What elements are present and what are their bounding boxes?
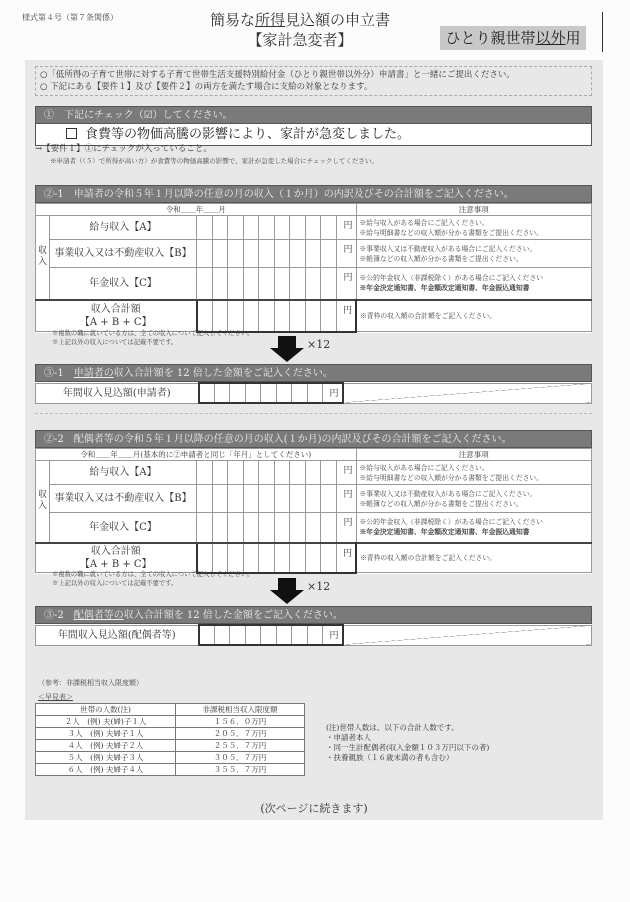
note-line: ※事業収入又は不動産収入がある場合にご記入ください。 — [359, 489, 537, 498]
annual-digit-cell[interactable] — [245, 383, 261, 403]
title-pre: 簡易な — [209, 11, 255, 29]
footnote: ※複数の職に就いている方は、全ての収入について記入してください。 — [52, 571, 254, 578]
notice-line-2: ○ 下記にある【要件１】及び【要件２】の両方を満たす場合に支給の対象となります。 — [40, 82, 373, 92]
reference-subtitle: ＜早見表＞ — [38, 693, 73, 701]
digit-cell[interactable] — [212, 461, 228, 485]
digit-cell[interactable] — [321, 461, 337, 485]
digit-cell[interactable] — [259, 461, 275, 485]
title-post: 見込額の申立書 — [285, 11, 391, 29]
digit-cell[interactable] — [212, 240, 228, 268]
date-label: 令和＿＿年＿＿月 — [36, 204, 357, 216]
header-underline: 配偶者等の — [73, 610, 124, 621]
income-side-label: 収入 — [36, 461, 50, 543]
header-pre: ③-2 — [44, 610, 74, 621]
footnote: ※上記以外の収入については記載不要です。 — [52, 339, 178, 346]
total-digit-cell[interactable] — [321, 543, 337, 573]
table-row — [36, 716, 305, 728]
reference-table — [35, 703, 305, 776]
reference-title: （参考：非課税相当収入限度額） — [38, 679, 143, 687]
total-digit-cell[interactable] — [274, 300, 290, 332]
annual-income-label: 年間収入見込額(配偶者等) — [36, 625, 199, 645]
household-size: ４人 (例) 夫婦子２人 — [36, 740, 176, 752]
pension-note — [356, 513, 592, 543]
section-2-1-footnotes — [52, 329, 253, 347]
header-post: 収入合計額を 12 倍した金額をご記入ください。 — [123, 610, 343, 621]
multiplier-label: ×12 — [307, 580, 331, 593]
digit-cell[interactable] — [321, 513, 337, 543]
total-digit-cell[interactable] — [212, 543, 228, 573]
col-income-limit: 非課税相当収入限度額 — [176, 704, 305, 716]
note-line: ※公的年金収入（非課税除く）がある場合にご記入ください — [359, 518, 544, 527]
header-underline: 申請者の — [73, 368, 114, 379]
applicant-income-table — [35, 203, 592, 333]
income-limit: ２５５．７万円 — [176, 740, 305, 752]
business-income-label: 事業収入又は不動産収入【B】 — [50, 485, 197, 513]
annual-digit-cell[interactable] — [199, 625, 215, 645]
section-2-2 — [35, 430, 592, 574]
total-digit-cell[interactable] — [197, 543, 213, 573]
household-size: ２人 (例) 夫(婦)子１人 — [36, 716, 176, 728]
total-digit-cell[interactable] — [259, 300, 275, 332]
note-line: ※年金決定通知書、年金額改定通知書、年金振込通知書 — [359, 284, 530, 293]
yen-unit: 円 — [336, 216, 356, 240]
digit-cell[interactable] — [197, 513, 213, 543]
total-income-label — [36, 543, 197, 573]
digit-cell[interactable] — [212, 216, 228, 240]
spouse-income-table — [35, 448, 592, 574]
annual-digit-cell[interactable] — [307, 625, 323, 645]
table-row — [36, 740, 305, 752]
digit-cell[interactable] — [197, 216, 213, 240]
title-line1 — [180, 10, 420, 30]
digit-cell[interactable] — [290, 485, 306, 513]
annual-digit-cell[interactable] — [245, 625, 261, 645]
section-3-2 — [35, 606, 592, 646]
digit-cell[interactable] — [274, 216, 290, 240]
business-note — [356, 240, 592, 268]
yen-unit: 円 — [336, 543, 356, 573]
digit-cell[interactable] — [212, 485, 228, 513]
digit-cell[interactable] — [274, 240, 290, 268]
badge-pre: ひとり親世帯 — [445, 29, 536, 47]
note-line: ※帳簿などの収入額が分かる書類をご提出ください。 — [359, 499, 523, 508]
household-size: ３人 (例) 夫婦子１人 — [36, 728, 176, 740]
digit-cell[interactable] — [321, 268, 337, 300]
digit-cell[interactable] — [259, 240, 275, 268]
section-3-1-header — [35, 364, 592, 382]
note-line: ※給与明細書などの収入額が分かる書類をご提出ください。 — [359, 473, 544, 482]
total-digit-cell[interactable] — [228, 300, 244, 332]
note-item: ・扶養親族（１６歳未満の者も含む） — [326, 753, 454, 762]
annual-digit-cell[interactable] — [230, 383, 246, 403]
note-item: ・申請者本人 — [326, 733, 371, 742]
footnote: ※複数の職に就いている方は、全ての収入について記入してください。 — [52, 330, 254, 337]
income-limit: １５６．０万円 — [176, 716, 305, 728]
annual-digit-cell[interactable] — [261, 625, 277, 645]
continued-label: (次ページに続きます) — [260, 802, 368, 815]
annual-digit-cell[interactable] — [276, 383, 292, 403]
header-pre: ③-1 — [44, 368, 74, 379]
salary-income-label: 給与収入【A】 — [50, 216, 197, 240]
digit-cell[interactable] — [212, 513, 228, 543]
household-note — [326, 723, 489, 763]
note-line: ※帳簿などの収入額が分かる書類をご提出ください。 — [359, 254, 523, 263]
total-digit-cell[interactable] — [243, 543, 259, 573]
form-number: 様式第４号（第７条関係） — [22, 13, 118, 22]
digit-cell[interactable] — [259, 268, 275, 300]
digit-cell[interactable] — [274, 268, 290, 300]
income-limit: ３０５．７万円 — [176, 752, 305, 764]
badge-underline: 以外 — [535, 29, 566, 47]
title-line2: 【家計急変者】 — [247, 31, 353, 49]
total-note: ※青枠の収入額の合計額をご記入ください。 — [356, 543, 592, 573]
annual-digit-cell[interactable] — [230, 625, 246, 645]
yen-unit: 円 — [323, 383, 343, 403]
total-digit-cell[interactable] — [321, 300, 337, 332]
page-title — [180, 10, 420, 50]
digit-cell[interactable] — [274, 513, 290, 543]
digit-cell[interactable] — [274, 461, 290, 485]
notice-box — [35, 66, 592, 96]
checkbox-label: 食費等の物価高騰の影響により、家計が急変しました。 — [85, 127, 411, 142]
col-household-size: 世帯の人数(注) — [36, 704, 176, 716]
digit-cell[interactable] — [305, 485, 321, 513]
title-underline: 所得 — [254, 11, 285, 29]
digit-cell[interactable] — [228, 216, 244, 240]
annual-digit-cell[interactable] — [214, 383, 230, 403]
note-line: ※年金決定通知書、年金額改定通知書、年金振込通知書 — [359, 528, 530, 537]
digit-cell[interactable] — [243, 240, 259, 268]
total-digit-cell[interactable] — [290, 300, 306, 332]
total-digit-cell[interactable] — [274, 543, 290, 573]
form-type-badge — [440, 26, 586, 50]
requirement-1-note: ※申請者（（５）で所得が高い方）が食費等の物価高騰の影響で、家計が急変した場合にチェックしてください。 — [50, 157, 378, 165]
digit-cell[interactable] — [228, 485, 244, 513]
spouse-annual-table — [35, 624, 592, 646]
section-1 — [35, 106, 592, 146]
annual-digit-cell[interactable] — [292, 625, 308, 645]
yen-unit: 円 — [336, 240, 356, 268]
date-label: 令和＿＿年＿＿月(基本的に②申請者と同じ「年月」としてください) — [36, 449, 357, 461]
blank-diagonal-cell — [343, 625, 592, 645]
total-digit-cell[interactable] — [259, 543, 275, 573]
income-limit: ３５５．７万円 — [176, 764, 305, 776]
multiplier-label: ×12 — [307, 338, 331, 351]
income-side-label: 収入 — [36, 216, 50, 300]
notes-header: 注意事項 — [356, 449, 592, 461]
total-digit-cell[interactable] — [228, 543, 244, 573]
badge-post: 用 — [565, 29, 581, 47]
notes-header: 注意事項 — [356, 204, 592, 216]
total-label-2: 【A + B + C】 — [79, 316, 152, 328]
digit-cell[interactable] — [212, 268, 228, 300]
salary-income-label: 給与収入【A】 — [50, 461, 197, 485]
pension-note — [356, 268, 592, 300]
section-1-header: ① 下記にチェック（☑）してください。 — [35, 106, 592, 124]
digit-cell[interactable] — [259, 485, 275, 513]
digit-cell[interactable] — [243, 216, 259, 240]
digit-cell[interactable] — [290, 216, 306, 240]
section-2-1-header: ②-1 申請者の令和５年１月以降の任意の月の収入（１か月）の内訳及びその合計額をご記入ください。 — [35, 185, 592, 203]
note-line: ※給与収入がある場合にご記入ください。 — [359, 218, 489, 227]
total-digit-cell[interactable] — [305, 300, 321, 332]
digit-cell[interactable] — [228, 513, 244, 543]
note-item: ・同一生計配偶者(収入金額１０３万円以下の者) — [326, 743, 490, 752]
section-3-2-header — [35, 606, 592, 624]
annual-digit-cell[interactable] — [261, 383, 277, 403]
digit-cell[interactable] — [305, 216, 321, 240]
table-row — [36, 728, 305, 740]
footnote: ※上記以外の収入については記載不要です。 — [52, 580, 178, 587]
digit-cell[interactable] — [197, 461, 213, 485]
note-title: (注)世帯人数は、以下の合計人数です。 — [326, 723, 459, 732]
business-income-label: 事業収入又は不動産収入【B】 — [50, 240, 197, 268]
yen-unit: 円 — [336, 268, 356, 300]
yen-unit: 円 — [336, 513, 356, 543]
yen-unit: 円 — [336, 461, 356, 485]
digit-cell[interactable] — [321, 240, 337, 268]
down-arrow-icon — [270, 578, 304, 604]
total-digit-cell[interactable] — [197, 300, 213, 332]
digit-cell[interactable] — [228, 268, 244, 300]
salary-note — [356, 216, 592, 240]
digit-cell[interactable] — [197, 485, 213, 513]
blank-diagonal-cell — [343, 383, 592, 403]
down-arrow-icon — [270, 336, 304, 362]
household-size: ６人 (例) 夫婦子４人 — [36, 764, 176, 776]
requirement-1: →【要件１】①にチェックが入っていること。 — [35, 144, 212, 154]
notice-line-1: ○「低所得の子育て世帯に対する子育て世帯生活支援特別給付金（ひとり親世帯以外分）申請書」と一緒にご提出ください。 — [40, 70, 515, 80]
total-digit-cell[interactable] — [212, 300, 228, 332]
table-row — [36, 752, 305, 764]
yen-unit: 円 — [336, 485, 356, 513]
digit-cell[interactable] — [290, 240, 306, 268]
note-line: ※給与収入がある場合にご記入ください。 — [359, 463, 489, 472]
digit-cell[interactable] — [228, 240, 244, 268]
digit-cell[interactable] — [259, 513, 275, 543]
digit-cell[interactable] — [243, 513, 259, 543]
digit-cell[interactable] — [259, 216, 275, 240]
total-digit-cell[interactable] — [243, 300, 259, 332]
yen-unit: 円 — [336, 300, 356, 332]
note-line: ※公的年金収入（非課税除く）がある場合にご記入ください — [359, 274, 544, 283]
annual-digit-cell[interactable] — [199, 383, 215, 403]
section-2-1 — [35, 185, 592, 333]
digit-cell[interactable] — [243, 461, 259, 485]
digit-cell[interactable] — [243, 268, 259, 300]
header-divider — [602, 12, 603, 52]
digit-cell[interactable] — [305, 268, 321, 300]
digit-cell[interactable] — [305, 461, 321, 485]
total-label-2: 【A + B + C】 — [79, 558, 152, 570]
digit-cell[interactable] — [274, 485, 290, 513]
digit-cell[interactable] — [290, 268, 306, 300]
section-divider — [35, 413, 592, 414]
pension-income-label: 年金収入【C】 — [50, 513, 197, 543]
total-digit-cell[interactable] — [290, 543, 306, 573]
digit-cell[interactable] — [321, 485, 337, 513]
table-row — [36, 764, 305, 776]
digit-cell[interactable] — [321, 216, 337, 240]
header-post: 収入合計額を 12 倍した金額をご記入ください。 — [113, 368, 333, 379]
note-line: ※事業収入又は不動産収入がある場合にご記入ください。 — [359, 244, 537, 253]
income-limit: ２０５．７万円 — [176, 728, 305, 740]
section-3-1 — [35, 364, 592, 404]
annual-digit-cell[interactable] — [307, 383, 323, 403]
annual-digit-cell[interactable] — [292, 383, 308, 403]
household-size: ５人 (例) 夫婦子３人 — [36, 752, 176, 764]
digit-cell[interactable] — [305, 513, 321, 543]
digit-cell[interactable] — [305, 240, 321, 268]
business-note — [356, 485, 592, 513]
pension-income-label: 年金収入【C】 — [50, 268, 197, 300]
total-label-1: 収入合計額 — [90, 545, 141, 557]
note-line: ※給与明細書などの収入額が分かる書類をご提出ください。 — [359, 228, 544, 237]
total-label-1: 収入合計額 — [90, 303, 141, 315]
section-2-2-footnotes — [52, 570, 253, 588]
checkbox[interactable] — [66, 128, 77, 139]
annual-digit-cell[interactable] — [276, 625, 292, 645]
annual-digit-cell[interactable] — [214, 625, 230, 645]
yen-unit: 円 — [323, 625, 343, 645]
applicant-annual-table — [35, 382, 592, 404]
digit-cell[interactable] — [197, 240, 213, 268]
section-2-2-header: ②-2 配偶者等の令和５年１月以降の任意の月の収入(１か月)の内訳及びその合計額をご記入ください。 — [35, 430, 592, 448]
total-digit-cell[interactable] — [305, 543, 321, 573]
digit-cell[interactable] — [290, 461, 306, 485]
salary-note — [356, 461, 592, 485]
total-income-label — [36, 300, 197, 332]
digit-cell[interactable] — [228, 461, 244, 485]
digit-cell[interactable] — [243, 485, 259, 513]
annual-income-label: 年間収入見込額(申請者) — [36, 383, 199, 403]
total-note: ※青枠の収入額の合計額をご記入ください。 — [356, 300, 592, 332]
digit-cell[interactable] — [290, 513, 306, 543]
digit-cell[interactable] — [197, 268, 213, 300]
